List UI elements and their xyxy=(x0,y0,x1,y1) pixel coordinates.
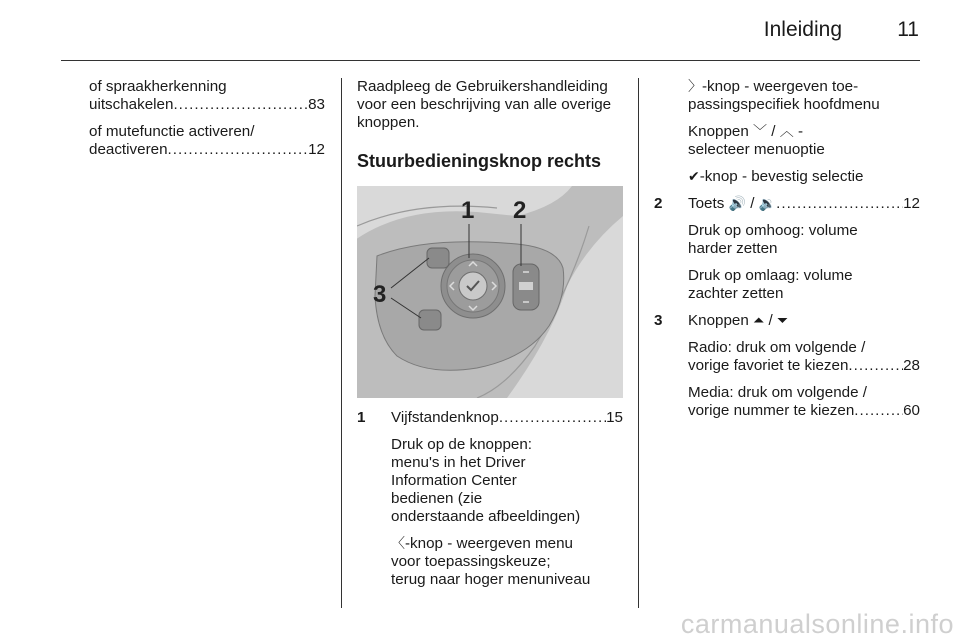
section-heading: Stuurbedieningsknop rechts xyxy=(357,151,602,171)
column-3 xyxy=(654,78,920,429)
page-ref[interactable]: 83 xyxy=(308,96,325,113)
page-title: Inleiding xyxy=(763,18,842,41)
callout-3: 3 xyxy=(373,281,387,308)
item-2: 2 Toets 🔊 / 🔉 ..... 12 Druk op omhoog: volume harder zetten Druk op omlaag: volume zachter zetten xyxy=(654,195,920,303)
favourite-up-icon: ⏶ xyxy=(753,313,765,329)
steering-wheel-illustration xyxy=(357,186,623,398)
left-button-description: 〈-knop - weergeven menu voor toepassingskeuze; terug naar hoger menuniveau xyxy=(391,535,591,588)
volume-down-description: Druk op omlaag: volume zachter zetten xyxy=(688,267,853,302)
favourite-down-icon: ⏷ xyxy=(776,313,789,329)
right-button-description: 〉-knop - weergeven toe- passingspecifiek hoofdmenu xyxy=(688,78,880,113)
watermark: carmanualsonline.info xyxy=(680,609,954,639)
volume-down-icon: 🔉 xyxy=(758,196,777,212)
checkmark-icon: ✔ xyxy=(688,169,700,185)
column-divider-2 xyxy=(638,78,639,608)
item-1: 1 Vijfstandenknop ..... 15 Druk op de knoppen: menu's in het Driver Information Center bedienen (zie onderstaande afbeeldingen) 〈-knop - weergeven menu voor toepassingskeuze; terug naar hoger menuniveau xyxy=(357,409,623,589)
radio-description: Radio: druk om volgende / vorige favoriet te kiezen ..... 28 xyxy=(688,339,920,375)
index-entry-mute: of mutefunctie activeren/ deactiveren ..... 12 xyxy=(89,123,325,159)
intro-text: Raadpleeg de Gebruikershandleiding voor een beschrijving van alle overige knoppen. xyxy=(357,78,612,131)
chevron-up-icon: ︿ xyxy=(779,124,794,140)
chevron-left-icon: 〈 xyxy=(391,536,405,552)
chevron-down-icon: ﹀ xyxy=(753,124,768,140)
updown-buttons-description: Knoppen ﹀ / ︿ - selecteer menuoptie xyxy=(688,123,825,158)
header-rule xyxy=(61,60,920,61)
steering-wheel-drawing xyxy=(357,186,623,398)
volume-up-icon: 🔊 xyxy=(728,196,746,212)
page-ref[interactable]: 28 xyxy=(903,357,920,374)
item-3: 3 Knoppen ⏶ / ⏷ Radio: druk om volgende / vorige favoriet te kiezen ..... 28 Media: druk om volgende / vorige nummer te kiezen ..... 60 xyxy=(654,312,920,420)
column-2 xyxy=(357,78,623,598)
page-ref[interactable]: 12 xyxy=(308,141,325,158)
check-button-description: ✔-knop - bevestig selectie xyxy=(688,168,864,185)
media-description: Media: druk om volgende / vorige nummer te kiezen ..... 60 xyxy=(688,384,920,420)
callout-1: 1 xyxy=(461,197,475,224)
page-ref[interactable]: 60 xyxy=(903,402,920,419)
index-entry-speech: of spraakherkenning uitschakelen ..... 83 xyxy=(89,78,325,114)
page-ref[interactable]: 15 xyxy=(606,409,623,426)
callout-2: 2 xyxy=(513,197,527,224)
item-1-description: Druk op de knoppen: menu's in het Driver Information Center bedienen (zie onderstaande afbeeldingen) xyxy=(391,436,581,525)
volume-up-description: Druk op omhoog: volume harder zetten xyxy=(688,222,858,257)
column-divider-1 xyxy=(341,78,342,608)
page-number: 11 xyxy=(897,18,919,41)
chevron-right-icon: 〉 xyxy=(688,79,702,95)
column-1 xyxy=(89,78,325,168)
page-ref[interactable]: 12 xyxy=(903,195,920,212)
